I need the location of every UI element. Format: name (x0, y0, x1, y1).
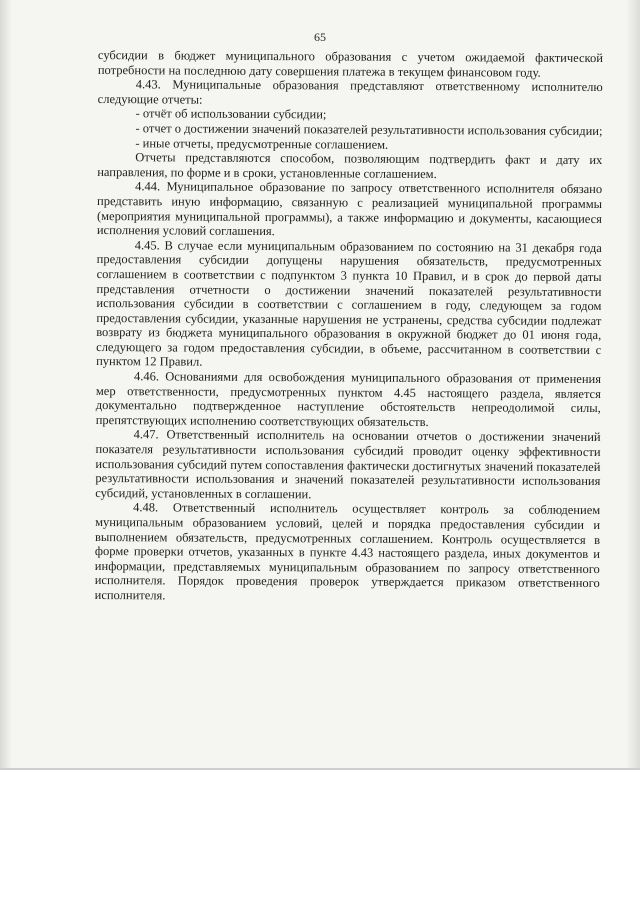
paragraph-4-45: 4.45. В случае если муниципальным образованием по состоянию на 31 декабря года предоставления субсидии допущены нарушения обязательств, предусмотренных соглашением в соответствии с подпунктом 3 пункта 10 Правил, и в срок до первой даты представления отчетности о достижении значений показателей результативности использования субсидии в соответствии с соглашением в году, следующем за годом предоставления субсидии, указанные нарушения не устранены, средства субсидии подлежат возврату из бюджета муниципального образования в окружной бюджет до 01 июня года, следующего за годом предоставления субсидии, в объеме, рассчитанном в соответствии с пунктом 12 Правил. (96, 237, 602, 370)
list-item-results-report: - отчет о достижении значений показателей результативности использования субсидии; (135, 121, 603, 139)
paragraph-4-43: 4.43. Муниципальные образования представляют ответственному исполнителю следующие отчеты: (97, 77, 603, 107)
list-item-other-reports: - иные отчеты, предусмотренные соглашением. (135, 135, 389, 152)
paragraph-report-delivery: Отчеты представляются способом, позволяющим подтвердить факт и дату их направления, по форме и в сроки, установленные соглашением. (97, 150, 603, 181)
paragraph-4-46: 4.46. Основаниями для освобождения муниципального образования от применения мер ответственности, предусмотренных пунктом 4.45 настоящего раздела, является документально подтвержденное наступление обстоятельств непреодолимой силы, препятствующих исполнению соответствующих обязательств. (95, 369, 602, 429)
paragraph-4-48: 4.48. Ответственный исполнитель осуществляет контроль за соблюдением муниципальным образованием условий, целей и порядка предоставления субсидии и выполнением обязательств, предусмотренных соглашением. Контроль осуществляется в форме проверки отчетов, указанных в пункте 4.43 настоящего раздела, иных документов и информации, представляемых муниципальным образованием по запросу ответственного исполнителя. Порядок проведения проверок утверждается приказом ответственного исполнителя. (94, 500, 601, 603)
paragraph-4-47: 4.47. Ответственный исполнитель на основании отчетов о достижении значений показателя результативности использования субсидий проводит оценку эффективности использования субсидий путем сопоставления фактически достигнутых значений показателей результативности использования и значений показателей результативности использования субсидий, установленных в соглашении. (95, 427, 601, 502)
paragraph-4-44: 4.44. Муниципальное образование по запросу ответственного исполнителя обязано представить иную информацию, связанную с реализацией муниципальной программы (мероприятия муниципальной программы), а также информацию и документы, касающиеся исполнения условий соглашения. (96, 179, 603, 239)
paragraph-continuation: субсидии в бюджет муниципального образования с учетом ожидаемой фактической потребности на последнюю дату совершения платежа в текущем финансовом году. (97, 48, 603, 80)
page-number: 65 (314, 30, 326, 44)
body-text (95, 48, 603, 606)
list-item-usage-report: - отчёт об использовании субсидии; (135, 106, 327, 122)
